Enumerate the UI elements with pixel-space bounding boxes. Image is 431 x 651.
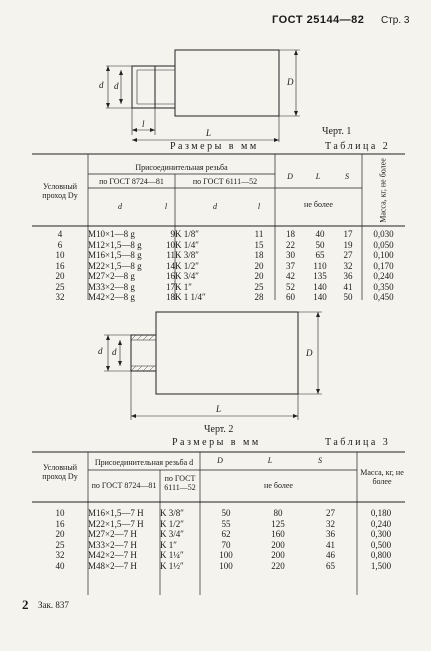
table3-col-S: S	[318, 456, 322, 465]
cell-thread-metric: M33×2—7 H	[88, 539, 137, 550]
cell-S: 36	[326, 529, 335, 539]
table2-body	[32, 229, 405, 303]
cell-length2: 20	[254, 271, 264, 281]
drawing2-caption: Черт. 2	[204, 424, 234, 435]
table-row	[32, 519, 405, 530]
cell-nominal: 25	[55, 281, 65, 292]
table2-col-l2: l	[257, 202, 261, 211]
table3-col-L: L	[267, 456, 273, 465]
cell-thread-conic: K 1¼″	[160, 550, 184, 560]
cell-nominal: 20	[55, 271, 65, 281]
cell-nominal: 10	[55, 250, 65, 260]
cell-thread-conic: K 1″	[160, 539, 177, 550]
cell-D: 70	[221, 539, 231, 550]
table-row	[32, 550, 405, 561]
cell-L: 140	[313, 292, 327, 302]
table3-col-nominal: Условный проход Dy	[42, 463, 78, 481]
cell-length2: 15	[254, 239, 264, 250]
table3-col-mass: Масса, кг, не более	[360, 468, 404, 486]
standard-number: ГОСТ 25144—82	[272, 14, 365, 26]
table2-col-L: L	[315, 172, 321, 181]
cell-nominal: 20	[55, 529, 65, 539]
cell-L: 200	[271, 550, 285, 560]
cell-nominal: 4	[57, 229, 63, 239]
cell-thread-conic: K 3/8″	[160, 508, 184, 518]
cell-thread-conic: K 1/4″	[175, 239, 199, 250]
page-label: Стр. 3	[381, 15, 410, 26]
cell-thread-metric: M12×1,5—8 g	[88, 239, 142, 250]
drawing2-dim-d: d	[98, 346, 103, 356]
drawing1-dim-L: L	[206, 128, 212, 138]
table2-heading: Размеры в мм	[170, 141, 259, 152]
cell-length: 16	[166, 271, 175, 281]
cell-L: 135	[313, 271, 327, 281]
cell-thread-conic: K 1½″	[160, 560, 184, 571]
cell-mass: 0,170	[373, 260, 394, 271]
cell-S: 41	[343, 281, 353, 292]
table-row	[32, 508, 405, 519]
drawing1-spigot	[132, 66, 175, 108]
table-row	[32, 282, 405, 293]
cell-D: 100	[219, 560, 233, 571]
cell-nominal: 10	[55, 508, 65, 518]
order-number: Зак. 837	[38, 600, 69, 610]
cell-L: 125	[271, 518, 285, 529]
cell-D: 50	[221, 508, 231, 518]
table-row	[32, 292, 405, 303]
cell-thread-metric: M42×2—7 H	[88, 550, 137, 560]
table3-heading: Размеры в мм	[172, 437, 261, 448]
drawing2-dim-L: L	[216, 404, 222, 414]
cell-L: 50	[315, 239, 325, 250]
table3-col-gost1: по ГОСТ 8724—81	[91, 481, 157, 490]
cell-S: 32	[343, 260, 353, 271]
cell-thread-conic: K 3/4″	[175, 271, 199, 281]
cell-L: 80	[273, 508, 283, 518]
cell-S: 19	[343, 239, 353, 250]
table-row	[32, 240, 405, 251]
cell-L: 200	[271, 539, 285, 550]
cell-thread-metric: M27×2—8 g	[88, 271, 135, 281]
cell-nominal: 40	[55, 560, 65, 571]
cell-S: 50	[343, 292, 353, 302]
cell-nominal: 16	[55, 260, 65, 271]
drawing2-dim-d-inner: d	[112, 347, 117, 357]
cell-thread-metric: M10×1—8 g	[88, 229, 135, 239]
table-row	[32, 271, 405, 282]
cell-thread-metric: M27×2—7 H	[88, 529, 137, 539]
cell-thread-metric: M33×2—8 g	[88, 281, 135, 292]
table2-col-gost2: по ГОСТ 6111—52	[192, 177, 258, 186]
cell-mass: 0,100	[373, 250, 394, 260]
table-row	[32, 261, 405, 272]
table-row	[32, 229, 405, 240]
table2-col-d2: d	[213, 202, 217, 211]
cell-nominal: 32	[55, 292, 65, 302]
cell-D: 60	[286, 292, 295, 302]
cell-thread-metric: M22×1,5—8 g	[88, 260, 142, 271]
cell-S: 41	[326, 539, 335, 550]
cell-thread-conic: K 1 1/4″	[175, 292, 206, 302]
cell-L: 160	[271, 529, 285, 539]
cell-thread-conic: K 3/4″	[160, 529, 184, 539]
table-row	[32, 529, 405, 540]
cell-mass: 0,240	[370, 518, 392, 529]
cell-thread-conic: K 1/8″	[175, 229, 199, 239]
drawing1-dim-d2: d	[114, 81, 119, 91]
cell-S: 36	[343, 271, 353, 281]
drawing1-dim-D: D	[287, 77, 294, 87]
table2-label: Таблица 2	[325, 141, 391, 152]
table3-col-gost2: по ГОСТ 6111—52	[164, 474, 196, 492]
cell-S: 32	[326, 518, 335, 529]
cell-S: 46	[326, 550, 335, 560]
cell-D: 37	[286, 260, 295, 271]
cell-thread-metric: M48×2—7 H	[88, 560, 137, 571]
cell-D: 30	[286, 250, 295, 260]
cell-D: 62	[221, 529, 231, 539]
cell-L: 140	[313, 281, 327, 292]
table2-col-nominal: Условный проход Dy	[42, 182, 78, 200]
cell-mass: 0,240	[373, 271, 394, 281]
cell-mass: 1,500	[370, 560, 392, 571]
cell-length: 11	[166, 250, 175, 260]
drawing2-body	[156, 312, 298, 394]
cell-thread-metric: M22×1,5—7 H	[88, 518, 144, 529]
cell-S: 27	[343, 250, 353, 260]
cell-thread-metric: M16×1,5—8 g	[88, 250, 142, 260]
cell-D: 52	[286, 281, 295, 292]
page-number: 2	[22, 597, 29, 612]
cell-mass: 0,800	[370, 550, 392, 560]
table2-col-l: l	[164, 202, 168, 211]
cell-thread-conic: K 1/2″	[160, 518, 184, 529]
cell-D: 42	[286, 271, 295, 281]
table3-label: Таблица 3	[325, 437, 391, 448]
cell-mass: 0,050	[373, 239, 394, 250]
table2-no-more: не более	[304, 200, 333, 209]
cell-mass: 0,030	[373, 229, 394, 239]
cell-nominal: 6	[57, 239, 63, 250]
cell-length: 14	[166, 260, 175, 271]
cell-L: 40	[315, 229, 325, 239]
cell-D: 100	[219, 550, 233, 560]
cell-S: 65	[326, 560, 335, 571]
cell-length: 10	[166, 239, 175, 250]
cell-thread-conic: K 1/2″	[175, 260, 199, 271]
cell-length: 9	[170, 229, 175, 239]
cell-length: 17	[166, 281, 175, 292]
drawing2-socket	[131, 335, 156, 371]
cell-D: 55	[221, 518, 231, 529]
cell-mass: 0,300	[370, 529, 392, 539]
cell-mass: 0,500	[370, 539, 392, 550]
cell-length2: 18	[254, 250, 264, 260]
table-row	[32, 540, 405, 551]
table-row	[32, 561, 405, 572]
cell-length2: 28	[254, 292, 264, 302]
table3-col-thread: Присоединительная резьба d	[94, 458, 194, 467]
cell-L: 110	[313, 260, 327, 271]
cell-D: 18	[286, 229, 295, 239]
table2-col-S: S	[345, 172, 349, 181]
table-row	[32, 250, 405, 261]
drawing1-dim-d1: d	[99, 80, 104, 90]
cell-nominal: 25	[55, 539, 65, 550]
cell-mass: 0,180	[370, 508, 392, 518]
drawing1-dim-l: l	[142, 119, 145, 129]
table2-col-D: D	[287, 172, 293, 181]
table3-no-more: не более	[264, 481, 293, 490]
cell-thread-conic: K 1″	[175, 281, 192, 292]
table2-col-d: d	[118, 202, 122, 211]
cell-L: 220	[271, 560, 285, 571]
cell-nominal: 16	[55, 518, 65, 529]
table2-col-mass: Масса, кг, не более	[378, 158, 388, 223]
cell-nominal: 32	[55, 550, 65, 560]
table2-col-gost1: по ГОСТ 8724—81	[99, 177, 164, 186]
drawing2-dim-D: D	[306, 348, 313, 358]
cell-length: 18	[166, 292, 175, 302]
table2-col-thread: Присоединительная резьба	[135, 163, 228, 172]
drawing1-body	[175, 50, 279, 116]
table3-body	[32, 508, 405, 571]
cell-thread-conic: K 3/8″	[175, 250, 199, 260]
cell-mass: 0,450	[373, 292, 394, 302]
cell-S: 27	[326, 508, 335, 518]
cell-S: 17	[343, 229, 353, 239]
cell-L: 65	[315, 250, 325, 260]
cell-thread-metric: M42×2—8 g	[88, 292, 135, 302]
cell-length2: 11	[254, 229, 264, 239]
drawing1-caption: Черт. 1	[322, 126, 352, 137]
cell-thread-metric: M16×1,5—7 H	[88, 508, 144, 518]
cell-D: 22	[286, 239, 295, 250]
cell-mass: 0,350	[373, 281, 394, 292]
cell-length2: 20	[254, 260, 264, 271]
table3-col-D: D	[217, 456, 223, 465]
cell-length2: 25	[254, 281, 264, 292]
